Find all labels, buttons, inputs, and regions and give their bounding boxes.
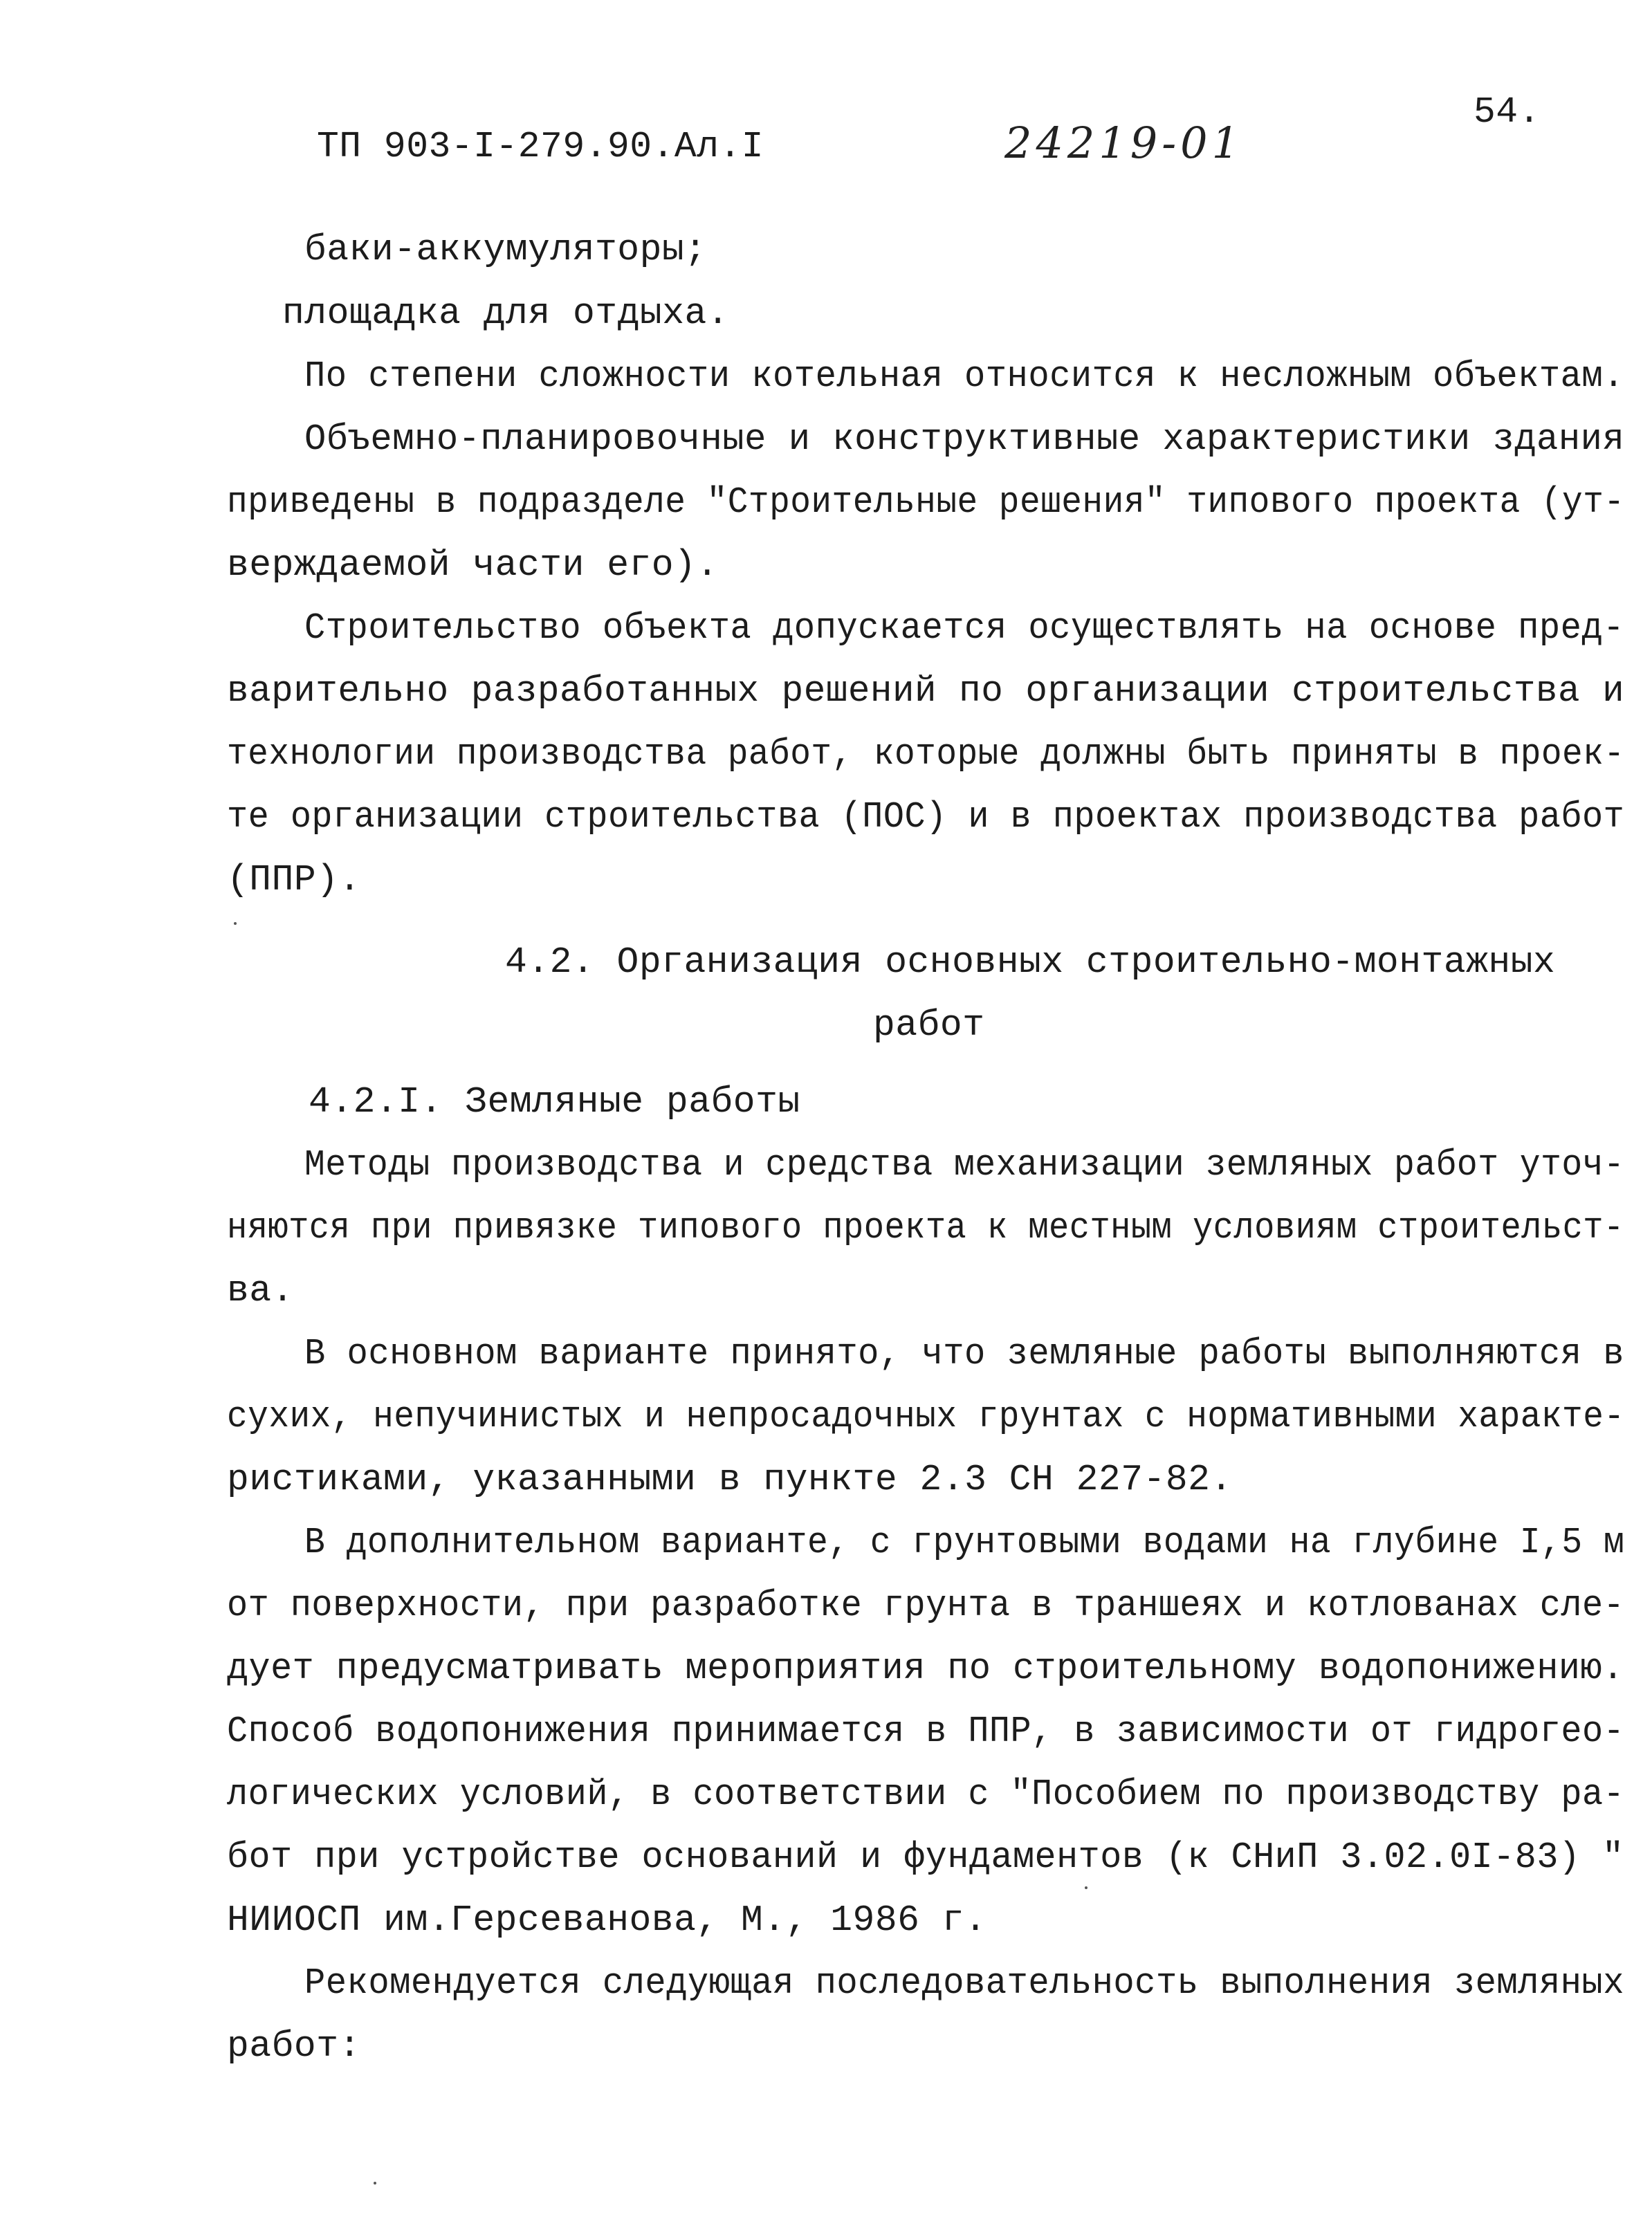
text-line: НИИОСП им.Герсеванова, М., 1986 г. [227,1900,987,1941]
text-line: приведены в подразделе "Строительные решения" типового проекта (ут- [227,481,1625,523]
text-line: бот при устройстве оснований и фундаментов (к СНиП 3.02.0I-83) " [227,1837,1624,1878]
text-line: варительно разработанных решений по организации строительства и [227,670,1625,712]
text-line: Объемно-планировочные и конструктивные характеристики здания [304,419,1625,460]
text-line: технологии производства работ, которые должны быть приняты в проек- [227,733,1625,775]
section-heading-continued: работ [873,1004,985,1046]
scan-speck [234,922,237,925]
text-line: По степени сложности котельная относится к несложным объектам. [304,356,1624,397]
text-line: площадка для отдыха. [282,293,730,334]
text-line: от поверхности, при разработке грунта в траншеях и котлованах сле- [227,1585,1625,1626]
text-line: ристиками, указанными в пункте 2.3 СН 227-82. [227,1459,1233,1500]
document-code: ТП 903-I-279.90.Ал.I [317,126,764,167]
text-line: В основном варианте принято, что земляные работы выполняются в [304,1333,1624,1374]
section-heading: 4.2. Организация основных строительно-монтажных [505,941,1556,983]
text-line: сухих, непучинистых и непросадочных грунтах с нормативными характе- [227,1396,1625,1437]
text-line: работ: [227,2025,361,2067]
scan-speck [374,2182,376,2185]
text-line: верждаемой части его). [227,544,719,586]
text-line: Рекомендуется следующая последовательность выполнения земляных [304,1962,1624,2004]
page-number: 54. [1474,91,1541,133]
text-line: баки-аккумуляторы; [304,229,707,270]
subsection-heading: 4.2.I. Земляные работы [309,1081,800,1123]
text-line: Методы производства и средства механизации земляных работ уточ- [304,1144,1625,1186]
text-line: (ППР). [227,859,361,901]
text-line: няются при привязке типового проекта к местным условиям строительст- [227,1207,1624,1249]
text-line: Способ водопонижения принимается в ППР, в зависимости от гидрогео- [227,1711,1625,1752]
text-line: те организации строительства (ПОС) и в проектах производства работ [227,796,1625,838]
handwritten-number: 24219-01 [1004,118,1244,168]
text-line: В дополнительном варианте, с грунтовыми водами на глубине I,5 м [304,1522,1625,1563]
text-line: логических условий, в соответствии с "Пособием по производству ра- [227,1774,1625,1815]
scan-speck [1085,1886,1087,1889]
text-line: Строительство объекта допускается осуществлять на основе пред- [304,607,1624,649]
text-line: ва. [227,1270,294,1312]
text-line: дует предусматривать мероприятия по строительному водопонижению. [227,1648,1624,1689]
